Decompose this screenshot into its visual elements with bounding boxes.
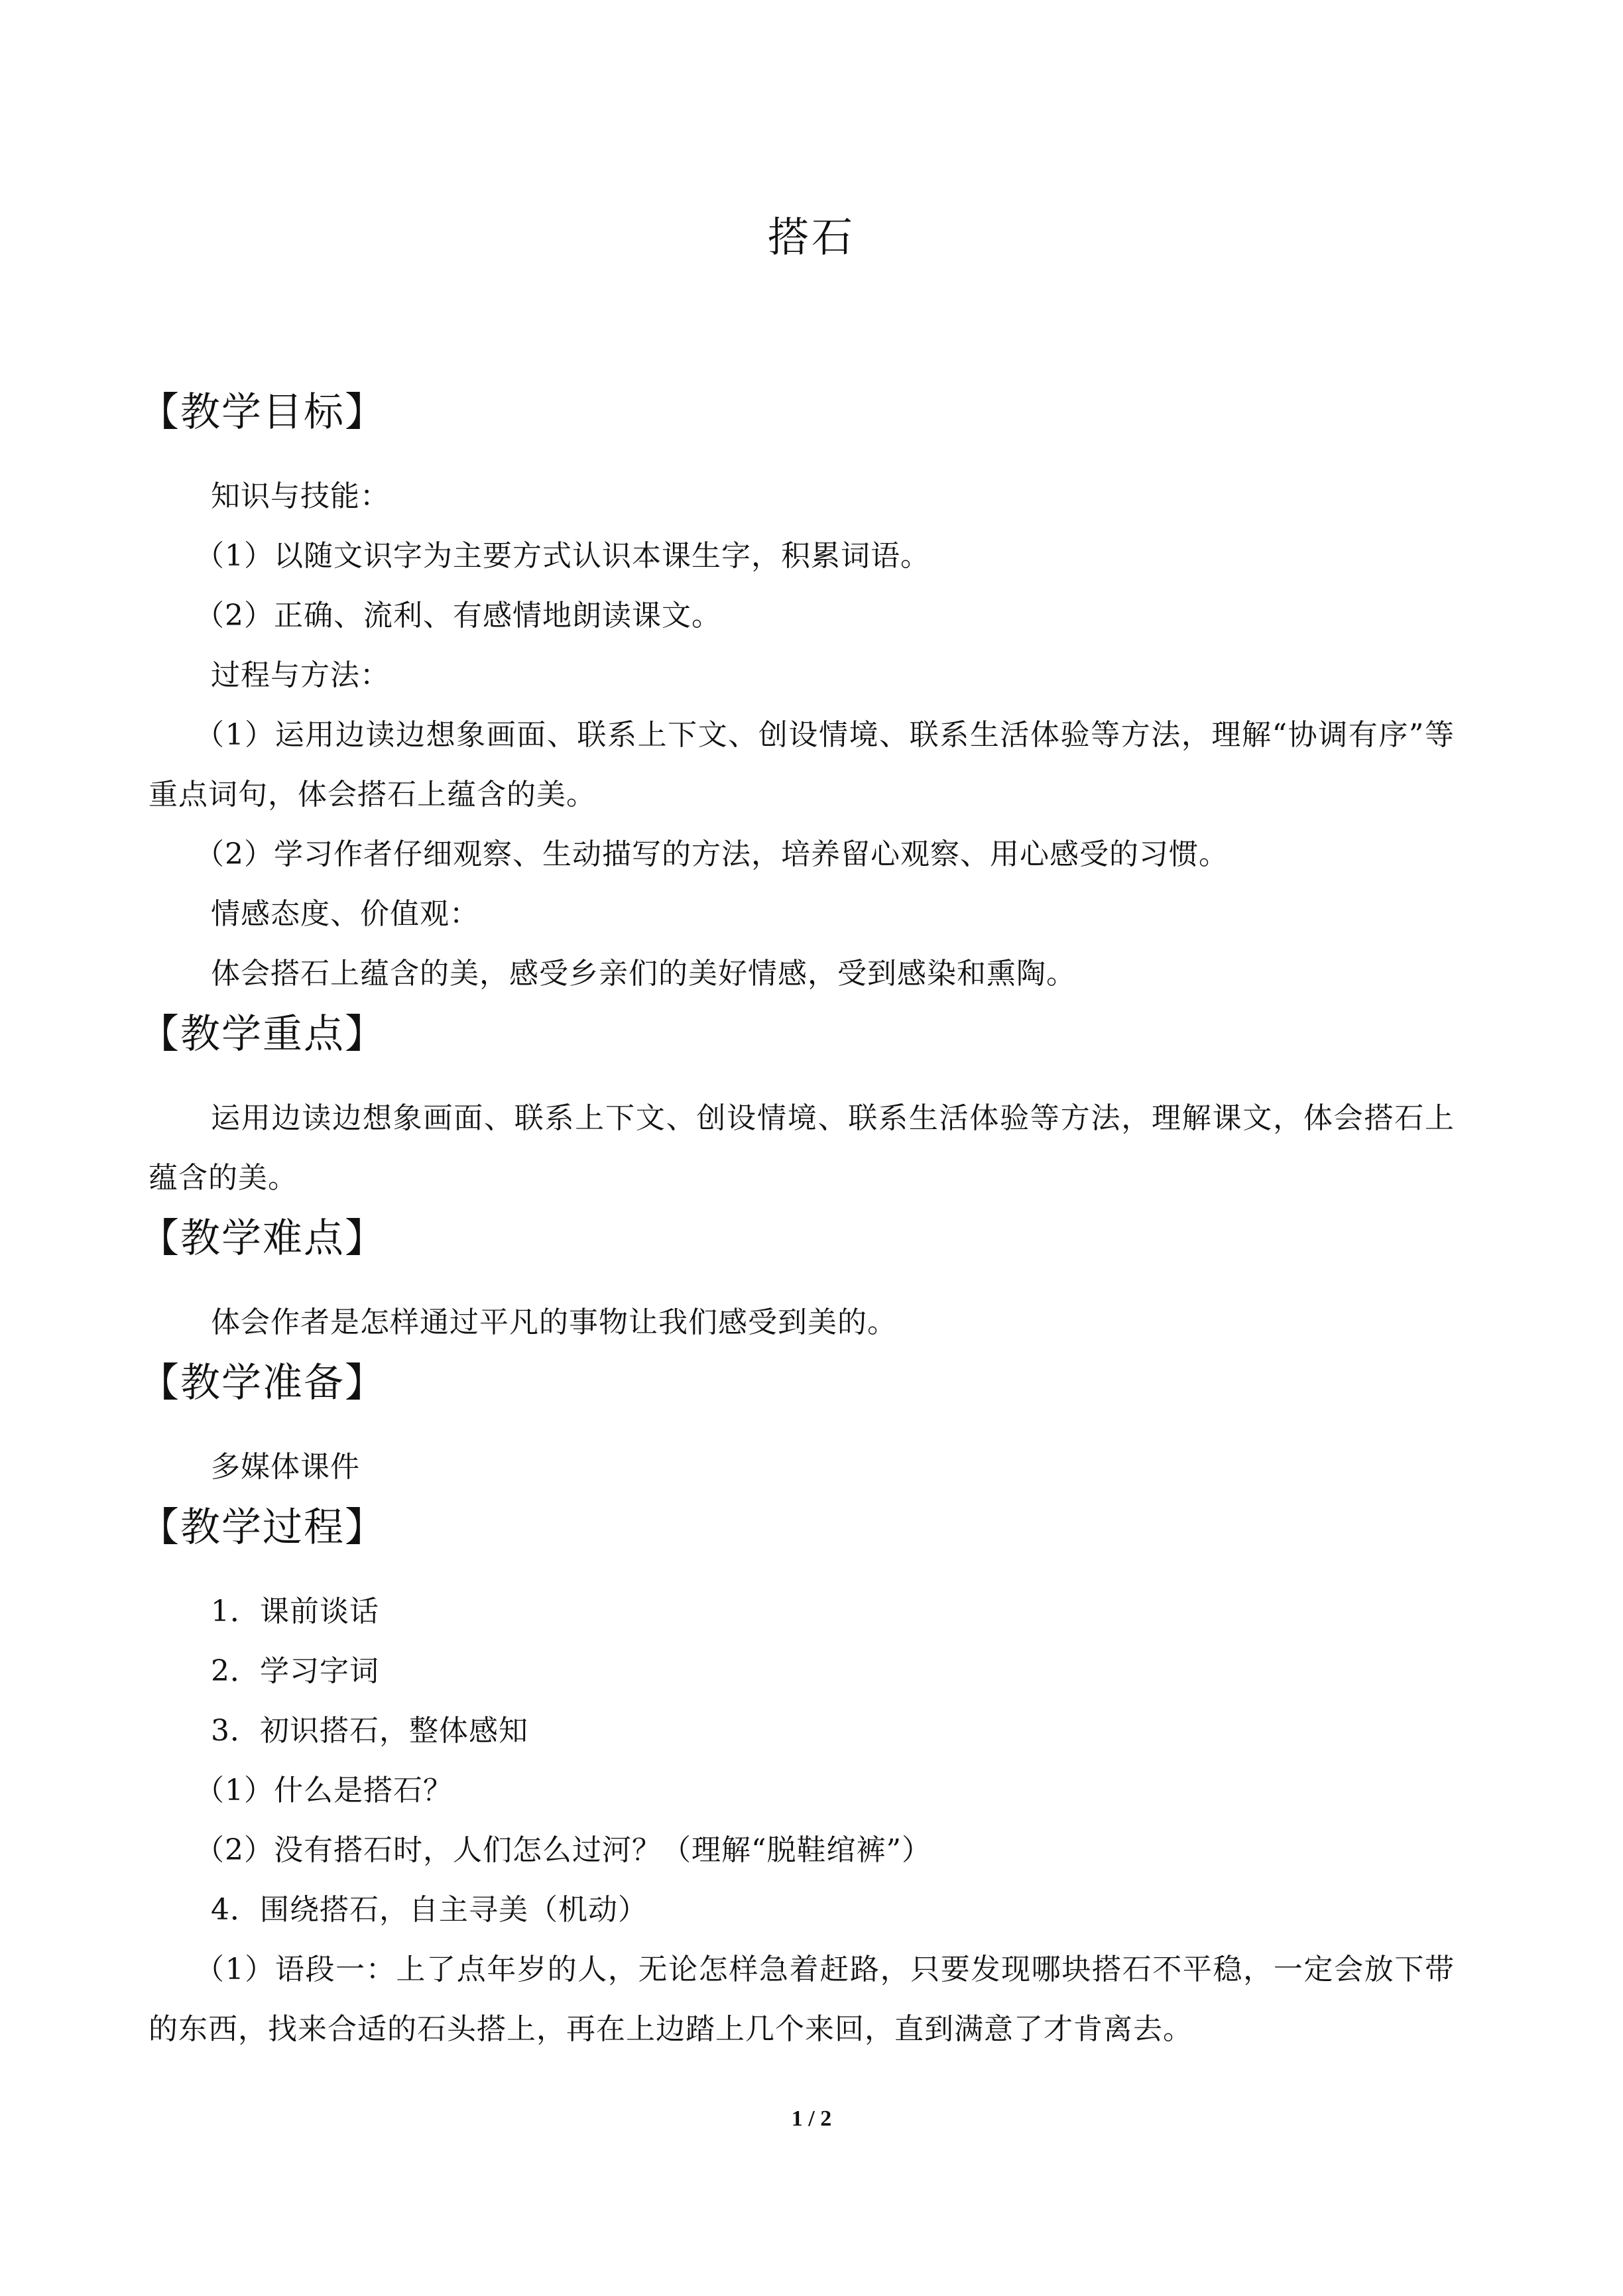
preparation-text: 多媒体课件 [211,1450,360,1484]
document-body [139,386,1455,2059]
process-step-2: 2．学习字词 [211,1654,379,1688]
process-step-3: 3．初识搭石，整体感知 [211,1714,528,1748]
knowledge-label: 知识与技能： [211,479,390,513]
knowledge-item-1: （1）以随文识字为主要方式认识本课生字，积累词语。 [195,539,930,573]
section-heading-objectives: 【教学目标】 [139,389,386,436]
emotion-item-1: 体会搭石上蕴含的美，感受乡亲们的美好情感，受到感染和熏陶。 [211,957,1076,991]
section-heading-process: 【教学过程】 [139,1504,386,1551]
process-item-2: （2）学习作者仔细观察、生动描写的方法，培养留心观察、用心感受的习惯。 [195,837,1229,871]
section-heading-difficulties: 【教学难点】 [139,1215,386,1262]
section-heading-key-points: 【教学重点】 [139,1011,386,1057]
document-title: 搭石 [767,213,855,261]
process-step-3-2: （2）没有搭石时，人们怎么过河？（理解“脱鞋绾裤”） [195,1833,932,1867]
section-heading-preparation: 【教学准备】 [139,1360,386,1406]
process-step-4-1: （1）语段一：上了点年岁的人，无论怎样急着赶路，只要发现哪块搭石不平稳，一定会放下带的东西，找来合适的石头搭上，再在上边踏上几个来回，直到满意了才肯离去。 [149,1953,1455,2046]
emotion-label: 情感态度、价值观： [211,897,479,931]
process-step-1: 1．课前谈话 [211,1595,379,1628]
knowledge-item-2: （2）正确、流利、有感情地朗读课文。 [195,599,721,633]
page-number: 1 / 2 [791,2106,832,2131]
difficulties-text: 体会作者是怎样通过平凡的事物让我们感受到美的。 [211,1305,897,1339]
process-item-1: （1）运用边读边想象画面、联系上下文、创设情境、联系生活体验等方法，理解“协调有序”等重点词句，体会搭石上蕴含的美。 [149,718,1455,812]
process-step-4: 4．围绕搭石，自主寻美（机动） [211,1893,648,1927]
process-step-3-1: （1）什么是搭石？ [195,1774,453,1807]
key-points-text: 运用边读边想象画面、联系上下文、创设情境、联系生活体验等方法，理解课文，体会搭石上蕴含的美。 [149,1101,1455,1195]
process-label: 过程与方法： [211,658,390,692]
